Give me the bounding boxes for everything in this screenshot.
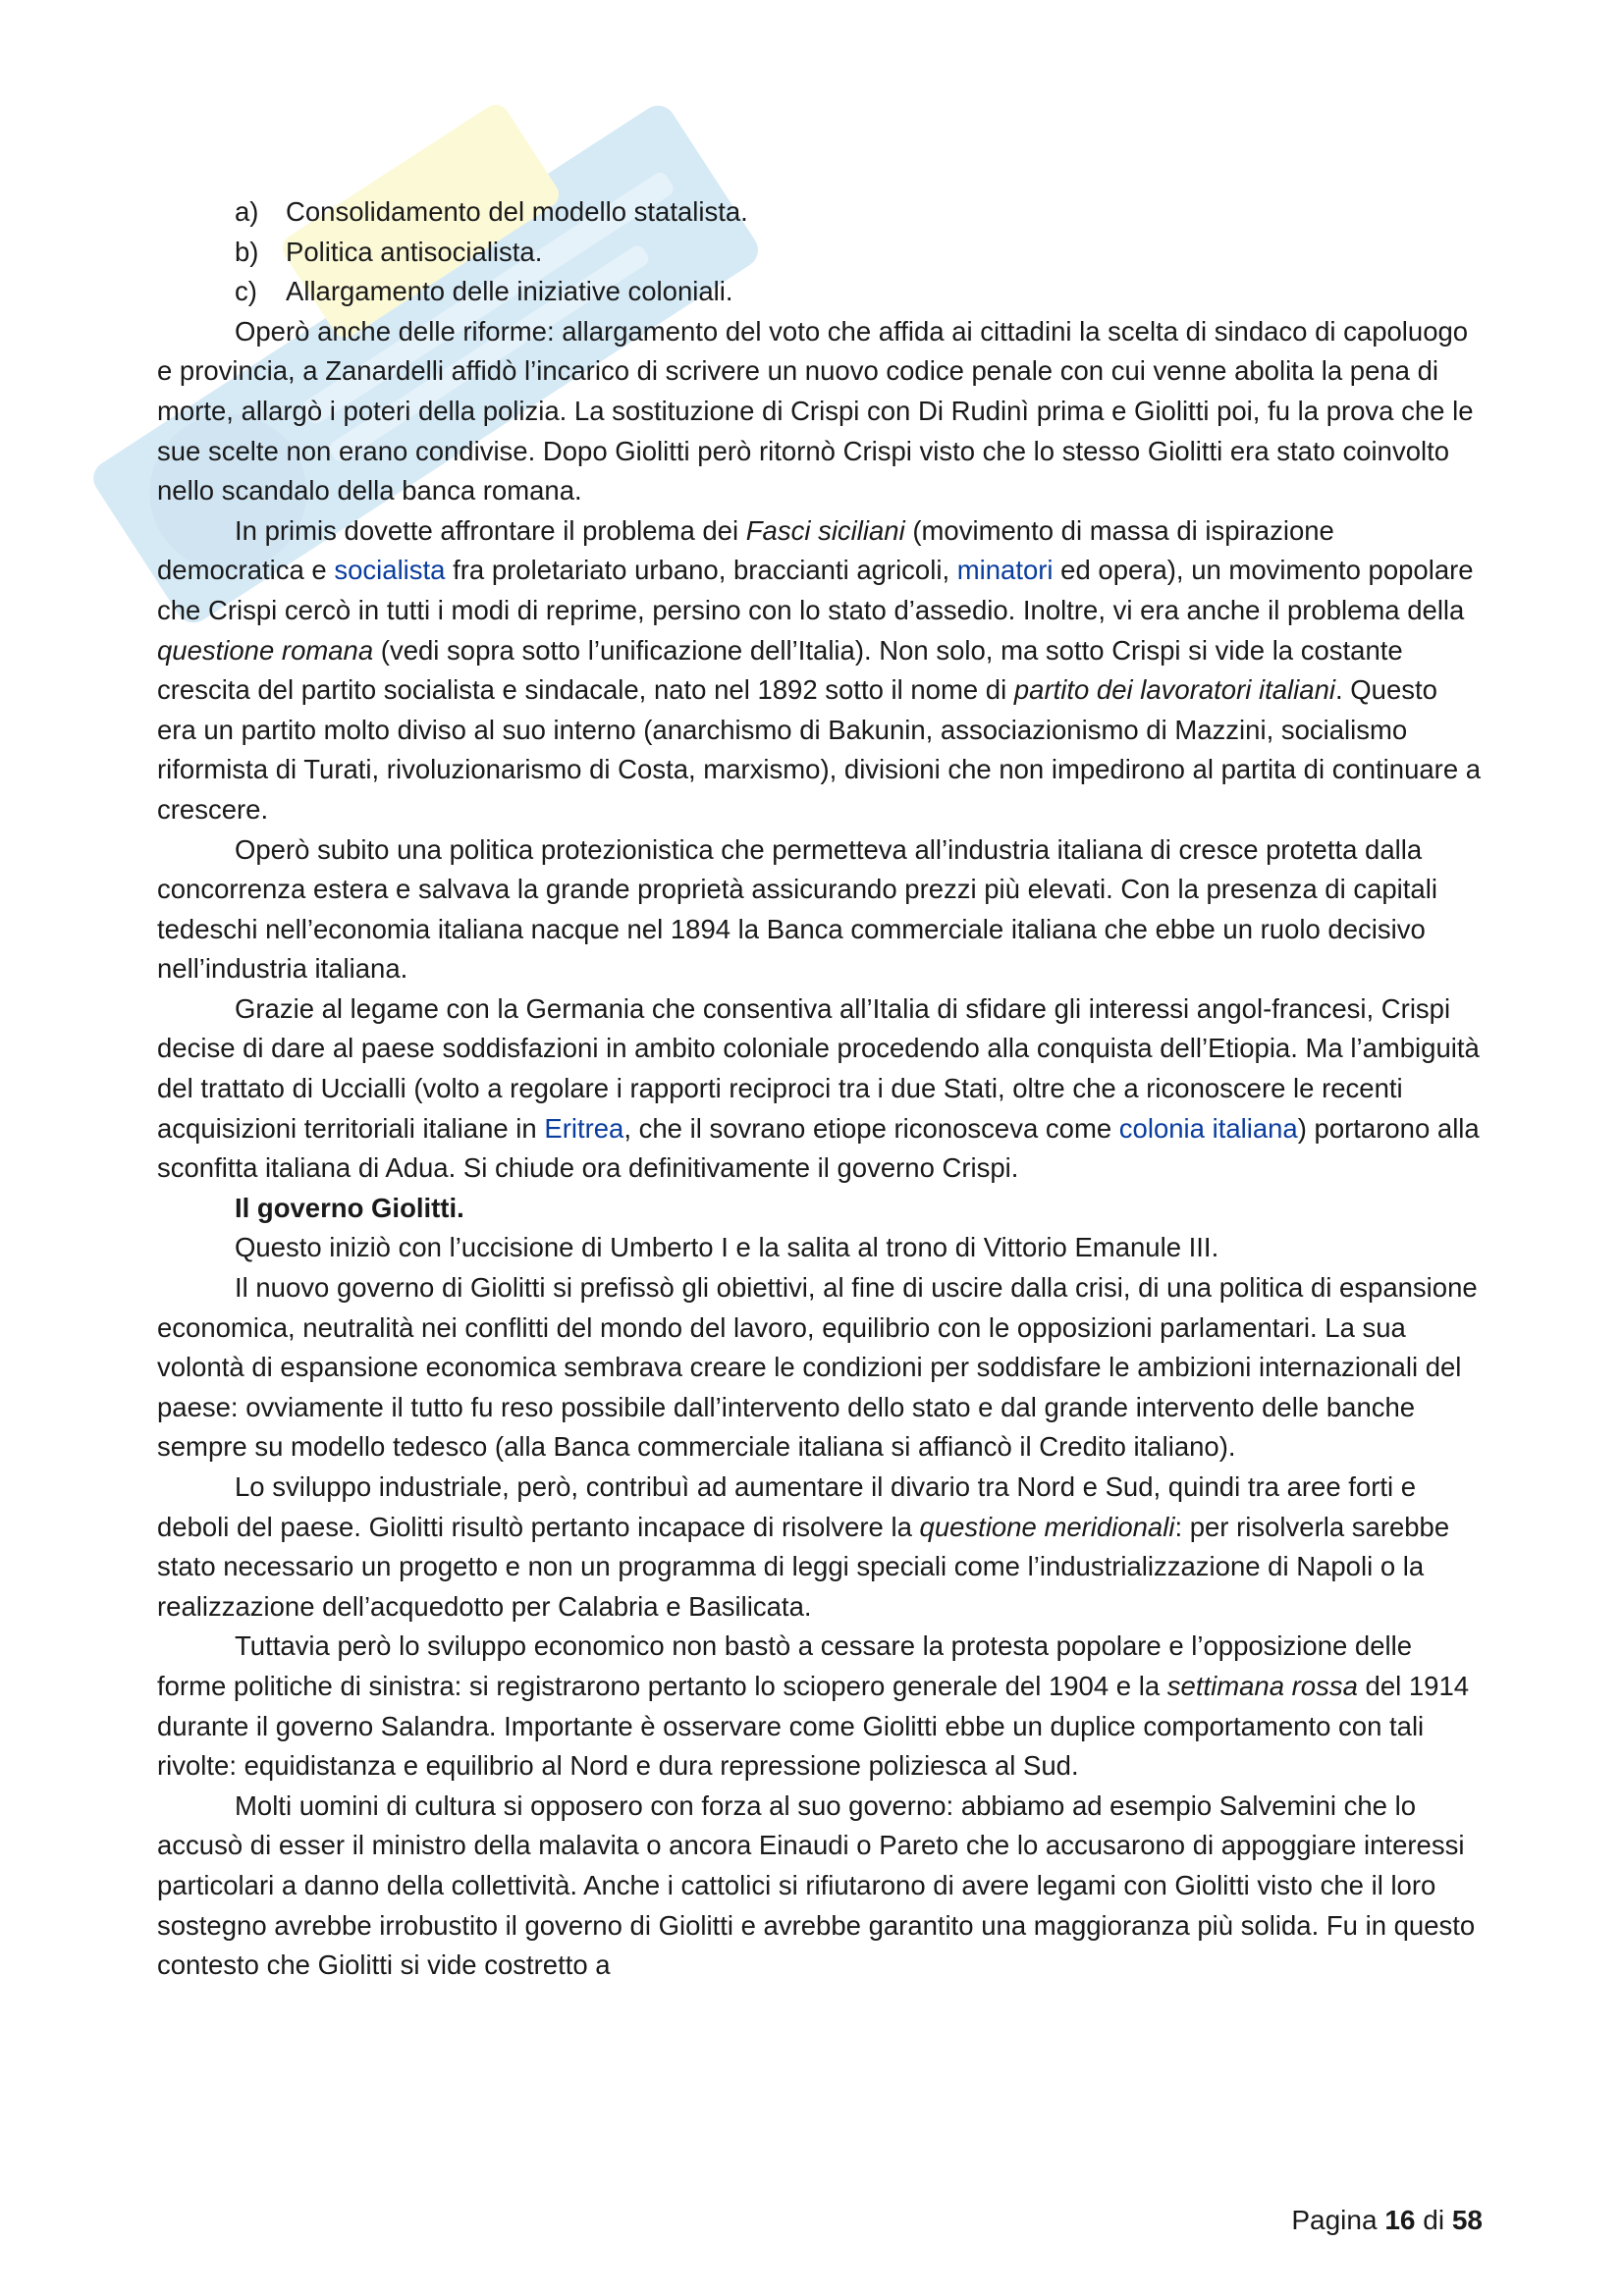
link-minatori[interactable]: minatori	[956, 555, 1054, 586]
italic-term: questione meridionali	[919, 1511, 1175, 1542]
list-marker: a)	[235, 196, 259, 227]
paragraph-obiettivi: Il nuovo governo di Giolitti si prefissò gli obiettivi, al fine di uscire dalla crisi, di una politica di espansione economica, neutralità nei conflitti del mondo del lavoro, equilibrio con le opposizioni parlamentari. La sua volontà di espansione economica sembrava creare le condizioni per soddisfare le ambizioni internazionali del paese: ovviamente il tutto fu reso possibile dall’intervento dello stato e dal grande intervento delle banche sempre su modello tedesco (alla Banca commerciale italiana si affiancò il Credito italiano).	[157, 1272, 1478, 1463]
text-run: . Questo era un partito molto diviso al suo interno (anarchismo di Bakunin, associazionismo di Mazzini, socialismo riformista di Turati, rivoluzionarismo di Costa, marxismo), divisioni che non impedirono al partita di continuare a crescere.	[157, 674, 1482, 825]
italic-term: partito dei lavoratori italiani	[1013, 674, 1335, 706]
text-run: : per risolverla sarebbe stato necessario un progetto e non un programma di leggi speciali come l’industrializzazione di Napoli o la realizzazione dell’acquedotto per Calabria e Basilicata.	[157, 1511, 1450, 1622]
paragraph-fasci-siciliani	[157, 511, 1483, 830]
page-sep: di	[1423, 2205, 1445, 2235]
list-item-text: Politica antisocialista.	[286, 236, 543, 267]
list-item	[157, 192, 1483, 233]
page-label: Pagina	[1291, 2205, 1378, 2235]
text-run: fra proletariato urbano, braccianti agricoli,	[445, 555, 957, 586]
paragraph-inizio-governo: Questo iniziò con l’uccisione di Umberto I e la salita al trono di Vittorio Emanule III.	[235, 1232, 1219, 1263]
page-number	[1291, 2205, 1483, 2236]
list-marker: c)	[235, 276, 257, 307]
list-item	[157, 272, 1483, 312]
text-run: Grazie al legame con la Germania che consentiva all’Italia di sfidare gli interessi angol-francesi, Crispi decise di dare al paese soddisfazioni in ambito coloniale procedendo alla conquista dell’Etiopia. Ma l’ambiguità del trattato di Uccialli (volto a regolare i rapporti reciproci tra i due Stati, oltre che a riconoscere le recenti acquisizioni territoriali italiane in	[157, 992, 1480, 1144]
document-body	[157, 192, 1483, 1986]
list-item-text: Consolidamento del modello statalista.	[286, 196, 748, 227]
text-run: del 1914 durante il governo Salandra. Importante è osservare come Giolitti ebbe un duplice comportamento con tali rivolte: equidistanza e equilibrio al Nord e dura repressione poliziesca al Sud.	[157, 1670, 1470, 1782]
italic-term: Fasci siciliani	[745, 514, 905, 546]
link-eritrea[interactable]: Eritrea	[544, 1112, 624, 1144]
text-run: (movimento di massa di ispirazione democratica e	[157, 514, 1334, 586]
page-total: 58	[1451, 2205, 1483, 2235]
italic-term: questione romana	[157, 634, 374, 666]
paragraph-riforme: Operò anche delle riforme: allargamento del voto che affida ai cittadini la scelta di sindaco di capoluogo e provincia, a Zanardelli affidò l’incarico di scrivere un nuovo codice penale con cui venne abolita la pena di morte, allargò i poteri della polizia. La sostituzione di Crispi con Di Rudinì prima e Giolitti poi, fu la prova che le sue scelte non erano condivise. Dopo Giolitti però ritornò Crispi visto che lo stesso Giolitti era stato coinvolto nello scandalo della banca romana.	[157, 315, 1474, 507]
list-marker: b)	[235, 236, 259, 267]
link-colonia-italiana[interactable]: colonia italiana	[1118, 1112, 1298, 1144]
text-run: (vedi sopra sotto l’unificazione dell’Italia). Non solo, ma sotto Crispi si vide la costante crescita del partito socialista e sindacale, nato nel 1892 sotto il nome di	[157, 634, 1403, 706]
page-current: 16	[1384, 2205, 1416, 2235]
section-heading: Il governo Giolitti.	[235, 1192, 464, 1223]
paragraph-proteste	[157, 1627, 1483, 1786]
text-run: , che il sovrano etiope riconosceva come	[623, 1112, 1119, 1144]
link-socialista[interactable]: socialista	[334, 555, 446, 586]
paragraph-questione-meridionale	[157, 1468, 1483, 1627]
text-run: ) portarono alla sconfitta italiana di Adua. Si chiude ora definitivamente il governo Crispi.	[157, 1112, 1480, 1184]
text-run: ed opera), un movimento popolare che Crispi cercò in tutti i modi di reprime, persino con lo stato d’assedio. Inoltre, vi era anche il problema della	[157, 555, 1474, 625]
text-run: Lo sviluppo industriale, però, contribuì ad aumentare il divario tra Nord e Sud, quindi tra aree forti e deboli del paese. Giolitti risultò pertanto incapace di risolvere la	[157, 1471, 1417, 1542]
italic-term: settimana rossa	[1166, 1670, 1358, 1701]
paragraph-protezionismo: Operò subito una politica protezionistica che permetteva all’industria italiana di cresce protetta dalla concorrenza estera e salvava la grande proprietà assicurando prezzi più elevati. Con la presenza di capitali tedeschi nell’economia italiana nacque nel 1894 la Banca commerciale italiana che ebbe un ruolo decisivo nell’industria italiana.	[157, 833, 1437, 985]
list-item-text: Allargamento delle iniziative coloniali.	[286, 276, 733, 307]
list-item	[157, 233, 1483, 273]
text-run: Tuttavia però lo sviluppo economico non bastò a cessare la protesta popolare e l’opposizione delle forme politiche di sinistra: si registrarono pertanto lo sciopero generale del 1904 e la	[157, 1630, 1413, 1701]
paragraph-opposizione: Molti uomini di cultura si opposero con forza al suo governo: abbiamo ad esempio Salvemini che lo accusò di esser il ministro della malavita o ancora Einaudi o Pareto che lo accusarono di appoggiare interessi particolari a danno della collettività. Anche i cattolici si rifiutarono di avere legami con Giolitti visto che il loro sostegno avrebbe irrobustito il governo di Giolitti e avrebbe garantito una maggioranza più solida. Fu in questo contesto che Giolitti si vide costretto a	[157, 1789, 1476, 1981]
text-run: In primis dovette affrontare il problema dei	[235, 514, 746, 546]
paragraph-colonie	[157, 989, 1483, 1189]
